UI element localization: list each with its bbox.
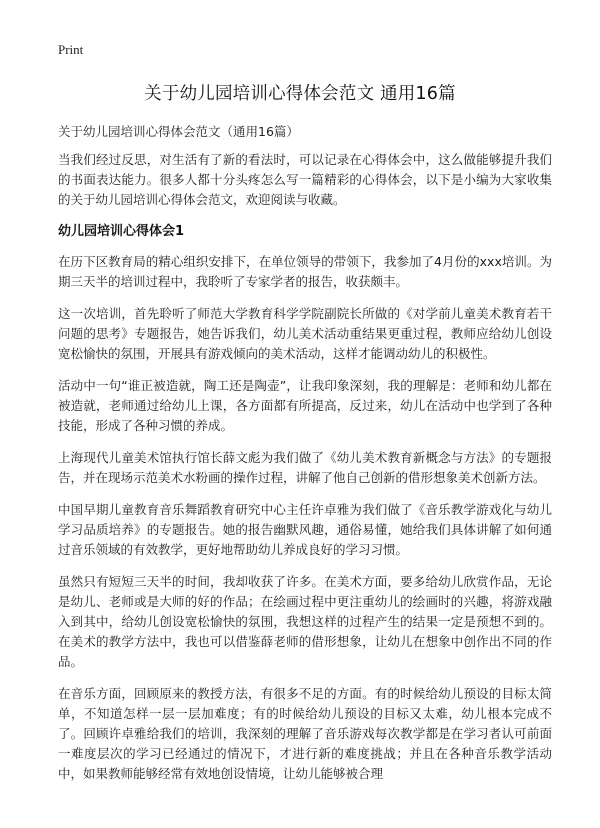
body-paragraph: 活动中一句“谁正被造就，陶工还是陶壶”，让我印象深刻，我的理解是：老师和幼儿都在被造就，老师通过给幼儿上课，各方面都有所提高，反过来，幼儿在活动中也学到了各种技能，形成了各种习惯的养成。 [58,378,552,433]
section-heading: 幼儿园培训心得体会1 [58,224,185,239]
body-paragraph: 虽然只有短短三天半的时间，我却收获了许多。在美术方面，要多给幼儿欣赏作品，无论是幼儿、老师或是大师的好的作品；在绘画过程中更注重幼儿的绘画时的兴趣，将游戏融入到其中，给幼儿创设宽松愉快的氛围，我想这样的过程产生的结果一定是预想不到的。在美术的教学方法中，我也可以借鉴薛老师的借形想象，让幼儿在想象中创作出不同的作品。 [58,574,552,669]
body-paragraph: 这一次培训，首先聆听了师范大学教育科学学院副院长所做的《对学前儿童美术教育若干问题的思考》专题报告，她告诉我们，幼儿美术活动重结果更重过程，教师应给幼儿创设宽松愉快的氛围，开展具有游戏倾向的美术活动，这样才能调动幼儿的积极性。 [58,306,552,361]
document-subtitle: 关于幼儿园培训心得体会范文（通用16篇） [58,124,299,139]
body-paragraph: 在历下区教育局的精心组织安排下，在单位领导的带领下，我参加了4月份的xxx培训。为期三天半的培训过程中，我聆听了专家学者的报告，收获颇丰。 [58,254,552,289]
page-title: 关于幼儿园培训心得体会范文 通用16篇 [144,84,456,104]
body-paragraph: 在音乐方面，回顾原来的教授方法，有很多不足的方面。有的时候给幼儿预设的目标太简单，不知道怎样一层一层加难度；有的时候给幼儿预设的目标又太难，幼儿根本完成不了。回顾许卓雅给我们的培训，我深刻的理解了音乐游戏每次教学都是在学习者认可前面一难度层次的学习已经通过的情况下，才进行新的难度挑战；并且在各种音乐教学活动中，如果教师能够经常有效地创设情境，让幼儿能够被合理 [58,686,552,781]
body-paragraph: 中国早期儿童教育音乐舞蹈教育研究中心主任许卓雅为我们做了《音乐教学游戏化与幼儿学习品质培养》的专题报告。她的报告幽默风趣，通俗易懂，她给我们具体讲解了如何通过音乐领域的有效教学，更好地帮助幼儿养成良好的学习习惯。 [58,502,552,557]
body-paragraph: 上海现代儿童美术馆执行馆长薛文彪为我们做了《幼儿美术教育新概念与方法》的专题报告，并在现场示范美术水粉画的操作过程，讲解了他自己创新的借形想象美术创新方法。 [58,450,552,485]
document-body [58,150,552,796]
print-link[interactable]: Print [58,42,84,57]
intro-paragraph: 当我们经过反思，对生活有了新的看法时，可以记录在心得体会中，这么做能够提升我们的书面表达能力。很多人都十分头疼怎么写一篇精彩的心得体会，以下是小编为大家收集的关于幼儿园培训心得体会范文，欢迎阅读与收藏。 [58,152,552,207]
